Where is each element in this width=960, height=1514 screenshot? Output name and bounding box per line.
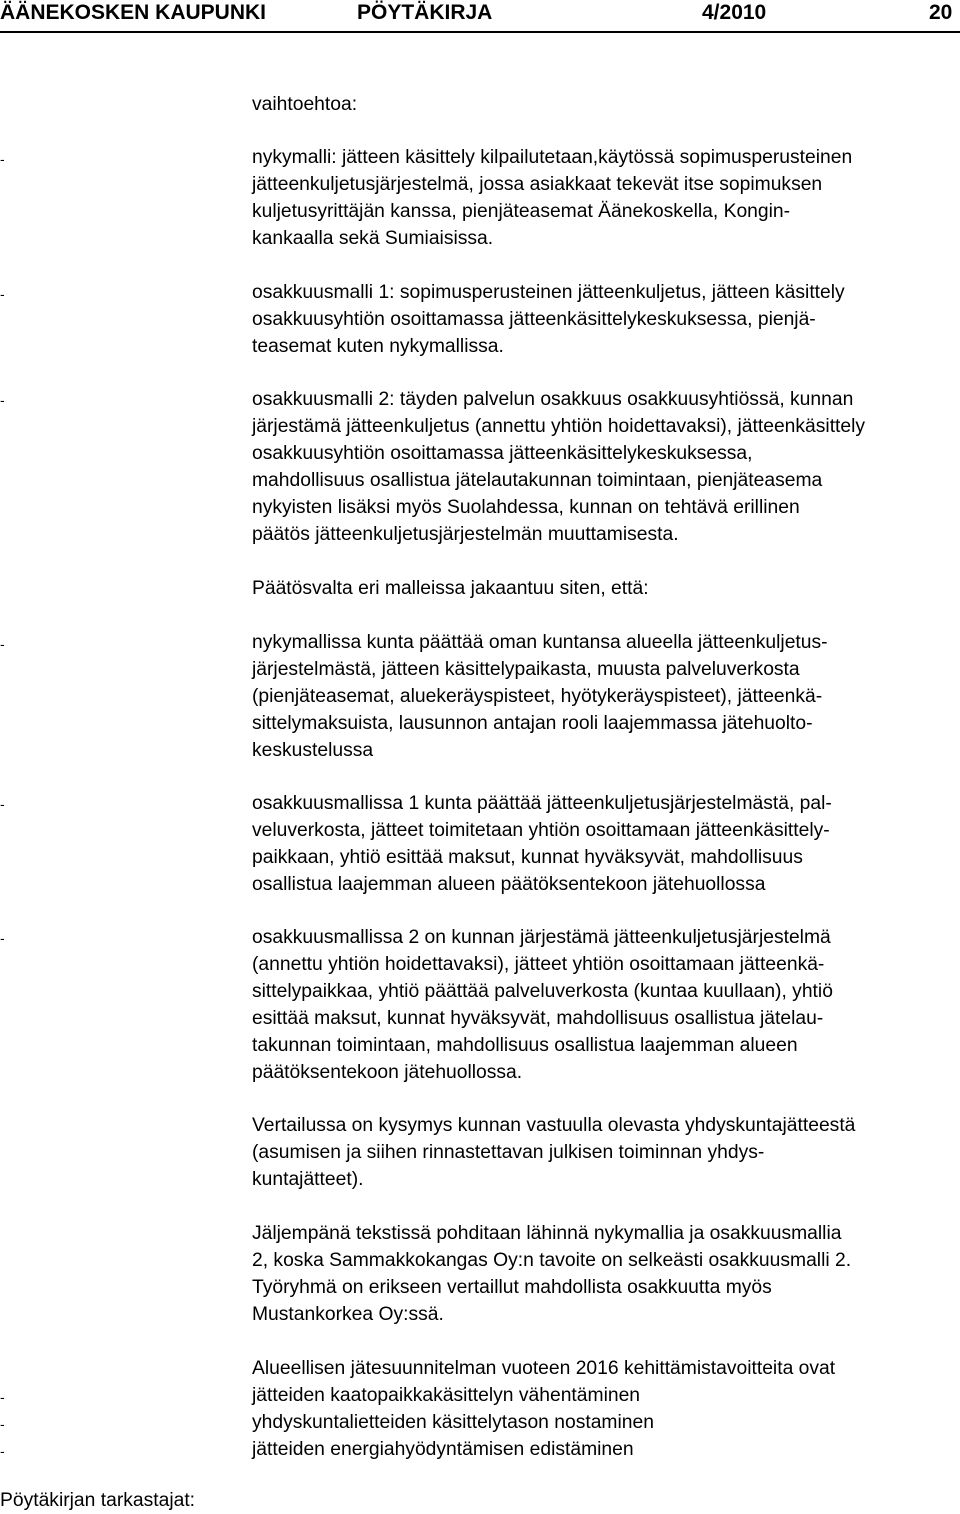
page-header — [0, 0, 960, 30]
option-3-line-4: mahdollisuus osallistua jätelautakunnan toimintaan, pienjäteasema — [252, 470, 823, 491]
goal-item-2: yhdyskuntalietteiden käsittelytason nostaminen — [252, 1412, 654, 1433]
bullet-dash: - — [0, 1389, 5, 1405]
comparison-line-1: Vertailussa on kysymys kunnan vastuulla olevasta yhdyskuntajätteestä — [252, 1115, 856, 1136]
decision-1-line-5: keskustelussa — [252, 740, 374, 761]
intro-text: vaihtoehtoa: — [252, 94, 358, 115]
option-3-line-5: nykyisten lisäksi myös Suolahdessa, kunnan on tehtävä erillinen — [252, 497, 800, 518]
decision-3-line-6: päätöksentekoon jätehuollossa. — [252, 1062, 523, 1083]
decision-intro: Päätösvalta eri malleissa jakaantuu siten, että: — [252, 578, 649, 599]
goal-item-1: jätteiden kaatopaikkakäsittelyn vähentäminen — [252, 1385, 641, 1406]
option-1-line-2: jätteenkuljetusjärjestelmä, jossa asiakkaat tekevät itse sopimuksen — [252, 174, 823, 195]
bullet-dash: - — [0, 1443, 5, 1459]
focus-line-4: Mustankorkea Oy:ssä. — [252, 1304, 444, 1325]
option-3-line-6: päätös jätteenkuljetusjärjestelmän muuttamisesta. — [252, 524, 679, 545]
decision-2-line-2: veluverkosta, jätteet toimitetaan yhtiön osoittamaan jätteenkäsittely- — [252, 820, 830, 841]
option-1-line-3: kuljetusyrittäjän kanssa, pienjäteasemat Äänekoskella, Kongin- — [252, 201, 791, 222]
document-type: PÖYTÄKIRJA — [357, 1, 493, 24]
decision-1-line-4: sittelymaksuista, lausunnon antajan rooli laajemmassa jätehuolto- — [252, 713, 813, 734]
bullet-dash: - — [0, 930, 5, 946]
document-number: 4/2010 — [702, 1, 767, 24]
option-2-line-3: teasemat kuten nykymallissa. — [252, 336, 504, 357]
focus-line-1: Jäljempänä tekstissä pohditaan lähinnä nykymallia ja osakkuusmallia — [252, 1223, 842, 1244]
decision-1-line-2: järjestelmästä, jätteen käsittelypaikasta, muusta palveluverkosta — [252, 659, 800, 680]
bullet-dash: - — [0, 796, 5, 812]
footer-label: Pöytäkirjan tarkastajat: — [0, 1490, 196, 1511]
bullet-dash: - — [0, 151, 5, 167]
decision-2-line-3: paikkaan, yhtiö esittää maksut, kunnat hyväksyvät, mahdollisuus — [252, 847, 803, 868]
decision-3-line-2: (annettu yhtiön hoidettavaksi), jätteet yhtiön osoittamaan jätteenkä- — [252, 954, 825, 975]
decision-1-line-3: (pienjäteasemat, aluekeräyspisteet, hyötykeräyspisteet), jätteenkä- — [252, 686, 823, 707]
option-3-line-2: järjestämä jätteenkuljetus (annettu yhtiön hoidettavaksi), jätteenkäsittely — [252, 416, 866, 437]
organization-name: ÄÄNEKOSKEN KAUPUNKI — [0, 1, 267, 24]
option-3-line-1: osakkuusmalli 2: täyden palvelun osakkuus osakkuusyhtiössä, kunnan — [252, 389, 854, 410]
bullet-dash: - — [0, 286, 5, 302]
option-2-line-1: osakkuusmalli 1: sopimusperusteinen jätteenkuljetus, jätteen käsittely — [252, 282, 845, 303]
option-1-line-4: kankaalla sekä Sumiaisissa. — [252, 228, 494, 249]
focus-line-2: 2, koska Sammakkokangas Oy:n tavoite on selkeästi osakkuusmalli 2. — [252, 1250, 852, 1271]
decision-3-line-3: sittelypaikkaa, yhtiö päättää palveluverkosta (kuntaa kuullaan), yhtiö — [252, 981, 833, 1002]
goal-item-3: jätteiden energiahyödyntämisen edistäminen — [252, 1439, 634, 1460]
comparison-line-2: (asumisen ja siihen rinnastettavan julkisen toiminnan yhdys- — [252, 1142, 765, 1163]
comparison-line-3: kuntajätteet). — [252, 1169, 364, 1190]
decision-2-line-1: osakkuusmallissa 1 kunta päättää jätteenkuljetusjärjestelmästä, pal- — [252, 793, 832, 814]
decision-3-line-4: esittää maksut, kunnat hyväksyvät, mahdollisuus osallistua jätelau- — [252, 1008, 824, 1029]
bullet-dash: - — [0, 392, 5, 408]
decision-1-line-1: nykymallissa kunta päättää oman kuntansa alueella jätteenkuljetus- — [252, 632, 828, 653]
option-2-line-2: osakkuusyhtiön osoittamassa jätteenkäsittelykeskuksessa, pienjä- — [252, 309, 816, 330]
header-rule — [0, 31, 960, 33]
focus-line-3: Työryhmä on erikseen vertaillut mahdollista osakkuutta myös — [252, 1277, 772, 1298]
bullet-dash: - — [0, 1416, 5, 1432]
decision-3-line-5: takunnan toimintaan, mahdollisuus osallistua laajemman alueen — [252, 1035, 798, 1056]
option-1-line-1: nykymalli: jätteen käsittely kilpailutetaan,käytössä sopimusperusteinen — [252, 147, 853, 168]
option-3-line-3: osakkuusyhtiön osoittamassa jätteenkäsittelykeskuksessa, — [252, 443, 753, 464]
decision-3-line-1: osakkuusmallissa 2 on kunnan järjestämä jätteenkuljetusjärjestelmä — [252, 927, 831, 948]
decision-2-line-4: osallistua laajemman alueen päätöksentekoon jätehuollossa — [252, 874, 766, 895]
page-number: 20 — [929, 1, 953, 24]
goals-intro: Alueellisen jätesuunnitelman vuoteen 2016 kehittämistavoitteita ovat — [252, 1358, 836, 1379]
bullet-dash: - — [0, 636, 5, 652]
